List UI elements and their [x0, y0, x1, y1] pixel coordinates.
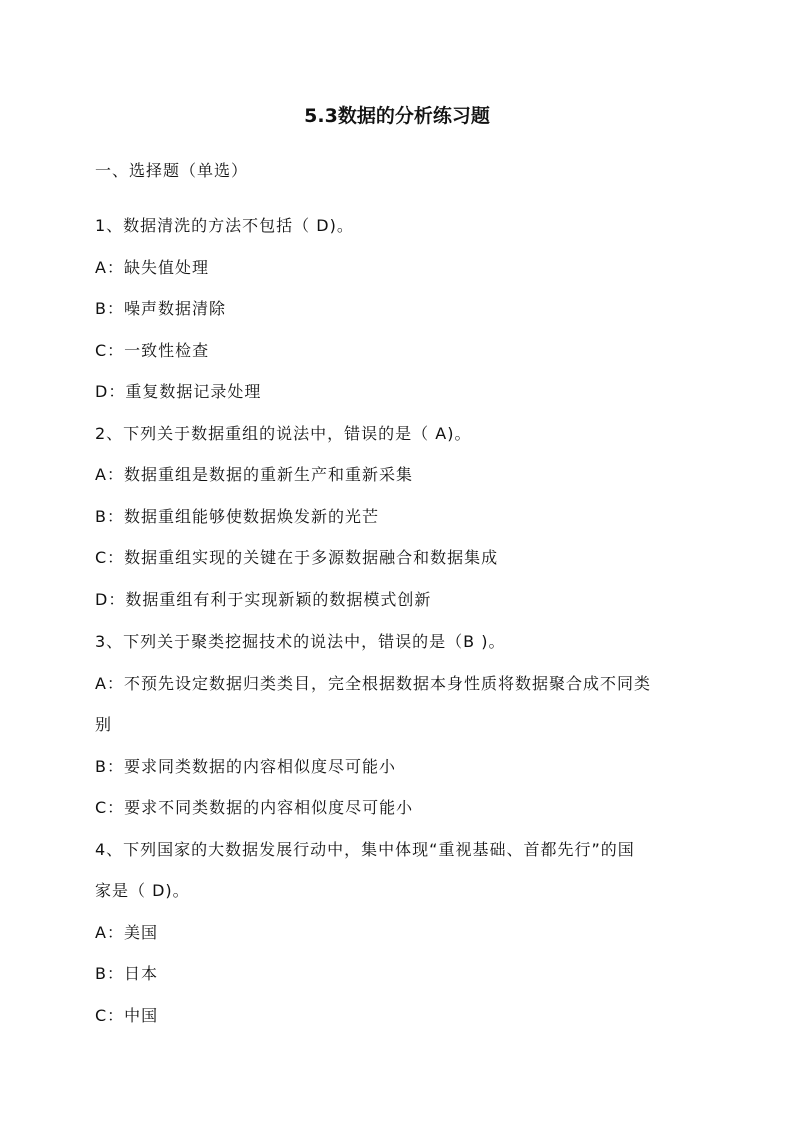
q1-option-a: A：缺失值处理 [95, 258, 209, 277]
q2-option-b: B：数据重组能够使数据焕发新的光芒 [95, 507, 379, 526]
q3-option-c: C：要求不同类数据的内容相似度尽可能小 [95, 798, 414, 817]
question-1: 1、数据清洗的方法不包括（ D)。 [95, 216, 354, 235]
q4-option-c: C：中国 [95, 1006, 159, 1025]
q2-option-c: C：数据重组实现的关键在于多源数据融合和数据集成 [95, 548, 499, 567]
q3-option-b: B：要求同类数据的内容相似度尽可能小 [95, 757, 396, 776]
q1-option-d: D：重复数据记录处理 [95, 382, 262, 401]
question-4: 4、下列国家的大数据发展行动中，集中体现“重视基础、首都先行”的国 [95, 840, 635, 859]
document-title: 5.3数据的分析练习题 [304, 105, 490, 127]
question-4-continued: 家是（ D)。 [95, 881, 190, 900]
q2-option-a: A：数据重组是数据的重新生产和重新采集 [95, 465, 413, 484]
q4-option-a: A：美国 [95, 923, 158, 942]
q3-option-a-continued: 别 [95, 715, 113, 734]
q3-option-a: A：不预先设定数据归类类目，完全根据数据本身性质将数据聚合成不同类 [95, 674, 651, 693]
q4-option-b: B：日本 [95, 964, 158, 983]
q2-option-d: D：数据重组有利于实现新颖的数据模式创新 [95, 590, 432, 609]
q1-option-c: C：一致性检查 [95, 341, 210, 360]
q1-option-b: B：噪声数据清除 [95, 299, 226, 318]
question-3: 3、下列关于聚类挖掘技术的说法中，错误的是（B )。 [95, 632, 506, 651]
section-heading: 一、选择题（单选） [95, 161, 249, 180]
question-2: 2、下列关于数据重组的说法中，错误的是（ A)。 [95, 424, 472, 443]
